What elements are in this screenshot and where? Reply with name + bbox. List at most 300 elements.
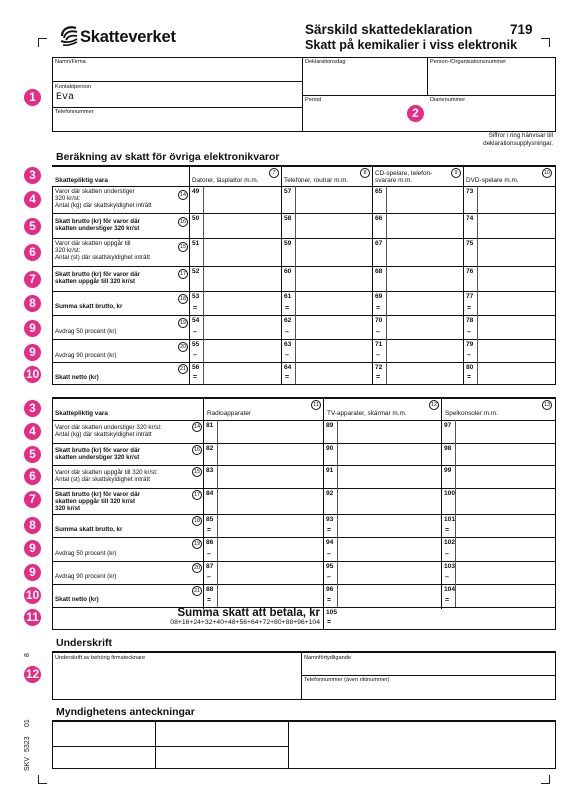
badge-6: 6 xyxy=(24,244,41,261)
row-circle-16: 16 xyxy=(179,219,187,225)
t1-input[interactable] xyxy=(205,267,279,290)
t1-input[interactable] xyxy=(479,239,553,265)
t2-box-number: 92 xyxy=(326,490,334,497)
t1-row3-label: Varor där skatten uppgår till 320 kr/st: Antal (st) där skattskyldighet inträtt xyxy=(55,240,150,261)
t1-row7-label: Avdrag 90 procent (kr) xyxy=(55,352,117,359)
t1-box-number: 62 xyxy=(284,317,292,324)
contact-label: Kontaktperson xyxy=(55,84,92,90)
t2-col1-label: Radioapparater xyxy=(207,410,252,417)
row-circle-19: 19 xyxy=(193,541,201,547)
divider xyxy=(386,238,387,266)
t2-box-number: 98 xyxy=(444,445,452,452)
t2-input[interactable] xyxy=(339,489,439,513)
minus-sign: – xyxy=(193,329,197,336)
badge-4: 4 xyxy=(24,191,41,208)
divider xyxy=(52,746,288,747)
t1-row4-label: Skatt brutto (kr) för varor där skatten uppgår till 320 kr/st xyxy=(55,271,140,285)
diary-number-label: Diarienummer xyxy=(430,97,466,103)
minus-sign: – xyxy=(467,329,471,336)
divider xyxy=(386,339,387,362)
margin-code-4: SKV xyxy=(24,756,31,771)
divider xyxy=(337,488,338,514)
equals-sign: = xyxy=(327,597,332,604)
t2-box-number: 89 xyxy=(326,422,334,429)
divider xyxy=(337,465,338,488)
t2-row8-label: Skatt netto (kr) xyxy=(55,596,99,603)
divider xyxy=(463,167,464,384)
badge-8: 8 xyxy=(24,295,41,312)
divider xyxy=(455,514,456,537)
skatteverket-logo-icon xyxy=(58,24,80,48)
t2-col3-circle: 13 xyxy=(543,402,551,408)
divider xyxy=(52,81,302,82)
divider xyxy=(203,266,204,291)
contact-field[interactable]: Eva xyxy=(56,92,75,103)
equals-sign: = xyxy=(467,374,472,381)
t1-col2-label: Telefoner, routrar m.m. xyxy=(284,177,349,184)
divider xyxy=(301,653,302,700)
t2-input[interactable] xyxy=(339,515,439,536)
t1-col1-label: Datorer, läsplattor m.m. xyxy=(192,177,259,184)
t2-box-number: 87 xyxy=(206,563,214,570)
t1-box-number: 56 xyxy=(192,364,200,371)
t1-box-number: 76 xyxy=(466,268,474,275)
divider xyxy=(203,238,204,266)
t1-box-number: 78 xyxy=(466,317,474,324)
margin-code-3: 5323 xyxy=(24,736,31,752)
declaration-day-field[interactable] xyxy=(305,66,425,94)
minus-sign: – xyxy=(207,551,211,558)
t2-input[interactable] xyxy=(339,538,439,560)
t1-input[interactable] xyxy=(297,187,370,212)
divider xyxy=(52,165,556,167)
t1-box-number: 54 xyxy=(192,317,200,324)
divider xyxy=(477,339,478,362)
divider xyxy=(295,315,296,339)
t1-input[interactable] xyxy=(388,239,461,265)
divider xyxy=(52,629,556,630)
badge-10: 10 xyxy=(25,588,40,602)
t1-box-number: 63 xyxy=(284,341,292,348)
t2-input[interactable] xyxy=(219,515,321,536)
t1-input[interactable] xyxy=(205,316,279,338)
total-label: Summa skatt att betala, kr xyxy=(177,607,320,619)
name-clarification-field[interactable] xyxy=(304,662,554,674)
divider xyxy=(217,488,218,514)
divider xyxy=(386,362,387,384)
divider xyxy=(52,384,556,385)
t2-input[interactable] xyxy=(219,489,321,513)
equals-sign: = xyxy=(193,305,198,312)
minus-sign: – xyxy=(327,574,331,581)
t1-input[interactable] xyxy=(297,267,370,290)
name-field[interactable] xyxy=(55,66,299,80)
t1-box-number: 61 xyxy=(284,293,292,300)
phone-label: Telefonnummer xyxy=(55,109,94,115)
divider xyxy=(337,420,338,443)
name-label: Namn/Firma xyxy=(55,59,86,65)
t2-box-number: 82 xyxy=(206,445,214,452)
divider xyxy=(295,339,296,362)
total-equals: = xyxy=(327,619,332,626)
badge-10: 10 xyxy=(25,367,40,381)
t2-input[interactable] xyxy=(457,466,553,487)
t2-input[interactable] xyxy=(219,585,321,606)
divider xyxy=(203,315,204,339)
t2-col2-circle: 12 xyxy=(430,402,438,408)
t1-box-number: 53 xyxy=(192,293,200,300)
margin-code-1: 8 xyxy=(24,653,31,657)
t1-box-number: 74 xyxy=(466,215,474,222)
equals-sign: = xyxy=(285,374,290,381)
minus-sign: – xyxy=(376,329,380,336)
badge-9: 9 xyxy=(24,344,41,361)
t1-input[interactable] xyxy=(297,340,370,361)
divider xyxy=(441,399,442,609)
t1-box-number: 77 xyxy=(466,293,474,300)
badge-3: 3 xyxy=(24,167,41,184)
divider xyxy=(455,465,456,488)
row-circle-14: 14 xyxy=(179,192,187,198)
row-circle-21: 21 xyxy=(193,588,201,594)
t1-row-vara-label: Skattepliktig vara xyxy=(55,177,108,184)
t1-input[interactable] xyxy=(205,363,279,383)
signature-phone-label: Telefonnummer (även riktnummer) xyxy=(304,677,390,683)
equals-sign: = xyxy=(193,374,198,381)
t1-input[interactable] xyxy=(479,363,553,383)
divider xyxy=(455,420,456,443)
t1-box-number: 79 xyxy=(466,341,474,348)
authority-title: Myndighetens anteckningar xyxy=(56,706,195,718)
row-circle-17: 17 xyxy=(179,271,187,277)
diary-number-field[interactable] xyxy=(430,104,554,130)
t2-row3-label: Varor där skatten uppgår till 320 kr/st: Antal (st) där skattskyldighet inträtt xyxy=(55,469,158,483)
t2-input[interactable] xyxy=(457,538,553,560)
divider xyxy=(372,167,373,384)
form-title: Särskild skattedeklaration xyxy=(305,22,473,37)
divider xyxy=(295,362,296,384)
t1-col3-label2: svarare m.m. xyxy=(375,177,413,184)
t2-box-number: 91 xyxy=(326,467,334,474)
t1-col4-circle: 10 xyxy=(543,170,551,176)
t2-row1-label: Varor där skatten understiger 320 kr/st: Antal (kg) där skattskyldighet inträtt xyxy=(55,424,162,438)
t1-row1-label: Varor där skatten understiger 320 kr/st: Antal (kg) där skattskyldighet inträtt xyxy=(55,188,152,209)
total-formula: 08+16+24+32+40+48+56+64+72+80+88+96+104 xyxy=(170,619,320,626)
badge-9: 9 xyxy=(24,540,41,557)
t1-input[interactable] xyxy=(297,292,370,314)
divider xyxy=(281,167,282,384)
divider xyxy=(288,722,289,769)
divider xyxy=(455,561,456,584)
crop-mark xyxy=(38,38,47,47)
signature-phone-field[interactable] xyxy=(304,684,554,698)
divider xyxy=(386,315,387,339)
equals-sign: = xyxy=(445,597,450,604)
t2-input[interactable] xyxy=(219,421,321,442)
minus-sign: – xyxy=(285,329,289,336)
equals-sign: = xyxy=(445,527,450,534)
minus-sign: – xyxy=(207,574,211,581)
badge-7: 7 xyxy=(24,271,41,288)
t2-row7-label: Avdrag 90 procent (kr) xyxy=(55,573,117,580)
divider xyxy=(337,561,338,584)
t2-box-number: 81 xyxy=(206,422,214,429)
t1-input[interactable] xyxy=(388,267,461,290)
t1-input[interactable] xyxy=(205,239,279,265)
t2-box-number: 93 xyxy=(326,516,334,523)
t1-col2-circle: 8 xyxy=(360,168,370,178)
divider xyxy=(337,443,338,465)
t2-input[interactable] xyxy=(457,515,553,536)
divider xyxy=(386,266,387,291)
row-circle-20: 20 xyxy=(179,344,187,350)
t1-input[interactable] xyxy=(388,214,461,237)
badge-3: 3 xyxy=(24,400,41,417)
total-box-number: 105 xyxy=(326,609,338,616)
divider xyxy=(295,266,296,291)
row-circle-20: 20 xyxy=(193,565,201,571)
t2-col2-label: TV-apparater, skärmar m.m. xyxy=(327,410,407,417)
t2-box-number: 84 xyxy=(206,490,214,497)
t1-col1-circle: 7 xyxy=(269,168,279,178)
t2-row5-label: Summa skatt brutto, kr xyxy=(55,526,123,533)
t1-input[interactable] xyxy=(479,187,553,212)
divider xyxy=(386,291,387,315)
phone-field[interactable] xyxy=(55,116,299,130)
divider xyxy=(203,291,204,315)
divider xyxy=(455,443,456,465)
equals-sign: = xyxy=(467,305,472,312)
t1-box-number: 68 xyxy=(375,268,383,275)
t1-box-number: 58 xyxy=(284,215,292,222)
t2-box-number: 104 xyxy=(444,586,456,593)
t1-input[interactable] xyxy=(479,214,553,237)
sign-label: Underskrift av behörig firmatecknare xyxy=(55,655,146,661)
divider xyxy=(455,488,456,514)
t2-input[interactable] xyxy=(219,562,321,583)
t2-input[interactable] xyxy=(457,489,553,513)
t1-box-number: 51 xyxy=(192,240,200,247)
divider xyxy=(189,167,190,384)
row-circle-18: 18 xyxy=(179,296,187,302)
form-subtitle: Skatt på kemikalier i viss elektronik xyxy=(305,38,518,52)
t1-box-number: 57 xyxy=(284,188,292,195)
t1-input[interactable] xyxy=(205,292,279,314)
t1-col3-label: CD-spelare, telefon- xyxy=(375,170,433,177)
t1-input[interactable] xyxy=(297,239,370,265)
t2-box-number: 102 xyxy=(444,539,456,546)
row-circle-15: 15 xyxy=(179,244,187,250)
t1-box-number: 55 xyxy=(192,341,200,348)
t1-box-number: 67 xyxy=(375,240,383,247)
t1-input[interactable] xyxy=(388,316,461,338)
t2-input[interactable] xyxy=(219,444,321,464)
row-circle-18: 18 xyxy=(193,518,201,524)
t2-input[interactable] xyxy=(339,466,439,487)
badge-12: 12 xyxy=(25,667,40,681)
t1-input[interactable] xyxy=(388,187,461,212)
signature-field[interactable] xyxy=(55,662,299,698)
t2-box-number: 100 xyxy=(444,490,456,497)
t2-box-number: 97 xyxy=(444,422,452,429)
equals-sign: = xyxy=(207,597,212,604)
t1-input[interactable] xyxy=(297,363,370,383)
t2-col1-circle: 11 xyxy=(311,400,321,410)
divider xyxy=(477,362,478,384)
t1-col4-label: DVD-spelare m.m. xyxy=(466,177,519,184)
badge-4: 4 xyxy=(24,423,41,440)
minus-sign: – xyxy=(376,352,380,359)
divider xyxy=(555,167,556,384)
divider xyxy=(52,186,53,384)
divider xyxy=(477,186,478,213)
t2-row4-label: Skatt brutto (kr) för varor där skatten uppgår till 320 kr/st 320 kr/st xyxy=(55,491,140,512)
t2-box-number: 88 xyxy=(206,586,214,593)
t2-input[interactable] xyxy=(457,421,553,442)
minus-sign: – xyxy=(445,551,449,558)
divider xyxy=(217,420,218,443)
t2-row-vara-label: Skattepliktig vara xyxy=(55,410,108,417)
t2-input[interactable] xyxy=(339,562,439,583)
t1-box-number: 80 xyxy=(466,364,474,371)
t2-input[interactable] xyxy=(457,562,553,583)
t2-box-number: 101 xyxy=(444,516,456,523)
t1-box-number: 75 xyxy=(466,240,474,247)
badge-5: 5 xyxy=(24,218,41,235)
form-number: 719 xyxy=(510,22,533,37)
divider xyxy=(386,186,387,213)
t2-box-number: 103 xyxy=(444,563,456,570)
minus-sign: – xyxy=(467,352,471,359)
divider xyxy=(203,213,204,238)
t1-input[interactable] xyxy=(297,316,370,338)
t2-row2-label: Skatt brutto (kr) för varor där skatten understiger 320 kr/st xyxy=(55,447,140,461)
t1-input[interactable] xyxy=(479,316,553,338)
t1-box-number: 49 xyxy=(192,188,200,195)
divider xyxy=(337,514,338,537)
t1-input[interactable] xyxy=(479,267,553,290)
t1-box-number: 52 xyxy=(192,268,200,275)
t1-input[interactable] xyxy=(205,340,279,361)
org-number-field[interactable] xyxy=(430,66,554,94)
t2-input[interactable] xyxy=(457,444,553,464)
t1-input[interactable] xyxy=(297,214,370,237)
t1-box-number: 71 xyxy=(375,341,383,348)
t1-box-number: 66 xyxy=(375,215,383,222)
period-label: Period xyxy=(305,97,322,103)
section1-title: Beräkning av skatt för övriga elektronikvaror xyxy=(56,151,280,163)
row-circle-17: 17 xyxy=(193,492,201,498)
t1-box-number: 64 xyxy=(284,364,292,371)
divider xyxy=(217,465,218,488)
divider xyxy=(203,339,204,362)
minus-sign: – xyxy=(327,551,331,558)
crop-mark xyxy=(38,775,47,784)
t1-row5-label: Summa skatt brutto, kr xyxy=(55,303,123,310)
period-field[interactable] xyxy=(305,104,400,130)
divider xyxy=(455,584,456,607)
divider xyxy=(295,213,296,238)
divider xyxy=(203,399,204,609)
t2-box-number: 85 xyxy=(206,516,214,523)
declaration-day-label: Deklarationsdag xyxy=(305,59,346,65)
t1-input[interactable] xyxy=(205,187,279,212)
t1-input[interactable] xyxy=(388,363,461,383)
t2-box-number: 96 xyxy=(326,586,334,593)
t2-box-number: 99 xyxy=(444,467,452,474)
equals-sign: = xyxy=(207,527,212,534)
t1-input[interactable] xyxy=(479,292,553,314)
t1-box-number: 50 xyxy=(192,215,200,222)
divider xyxy=(477,315,478,339)
t2-input[interactable] xyxy=(339,421,439,442)
crop-mark xyxy=(541,38,550,47)
t2-input[interactable] xyxy=(219,538,321,560)
divider xyxy=(337,537,338,561)
divider xyxy=(295,186,296,213)
divider xyxy=(295,291,296,315)
badge-9: 9 xyxy=(24,320,41,337)
t1-row6-label: Avdrag 50 procent (kr) xyxy=(55,328,117,335)
t1-row8-label: Skatt netto (kr) xyxy=(55,374,99,381)
divider xyxy=(302,95,556,96)
t1-input[interactable] xyxy=(388,340,461,361)
badge-9: 9 xyxy=(24,564,41,581)
row-circle-15: 15 xyxy=(193,469,201,475)
t2-input[interactable] xyxy=(339,444,439,464)
equals-sign: = xyxy=(376,305,381,312)
badge-2: 2 xyxy=(407,105,424,122)
divider xyxy=(217,443,218,465)
t1-input[interactable] xyxy=(479,340,553,361)
t2-input[interactable] xyxy=(219,466,321,487)
divider xyxy=(427,57,428,95)
signature-title: Underskrift xyxy=(56,637,113,649)
equals-sign: = xyxy=(376,374,381,381)
divider xyxy=(455,537,456,561)
minus-sign: – xyxy=(445,574,449,581)
row-circle-16: 16 xyxy=(193,447,201,453)
t2-input[interactable] xyxy=(457,585,553,606)
ring-note: Siffror i ring hänvisar till deklarationsupplysningar. xyxy=(483,132,553,147)
divider xyxy=(477,238,478,266)
badge-8: 8 xyxy=(24,517,41,534)
t2-input[interactable] xyxy=(339,585,439,606)
t1-box-number: 73 xyxy=(466,188,474,195)
divider xyxy=(203,186,204,213)
row-circle-19: 19 xyxy=(179,320,187,326)
divider xyxy=(337,584,338,607)
t1-input[interactable] xyxy=(205,214,279,237)
divider xyxy=(52,107,302,108)
t1-input[interactable] xyxy=(388,292,461,314)
divider xyxy=(217,537,218,561)
t1-box-number: 70 xyxy=(375,317,383,324)
divider xyxy=(203,362,204,384)
t2-row6-label: Avdrag 50 procent (kr) xyxy=(55,550,117,557)
t2-box-number: 95 xyxy=(326,563,334,570)
t1-box-number: 69 xyxy=(375,293,383,300)
t2-box-number: 94 xyxy=(326,539,334,546)
t1-box-number: 60 xyxy=(284,268,292,275)
divider xyxy=(217,514,218,537)
t2-col3-label: Spelkonsoler m.m. xyxy=(445,410,498,417)
divider xyxy=(477,266,478,291)
badge-7: 7 xyxy=(24,491,41,508)
total-field[interactable] xyxy=(335,609,440,628)
divider xyxy=(477,291,478,315)
t1-box-number: 72 xyxy=(375,364,383,371)
